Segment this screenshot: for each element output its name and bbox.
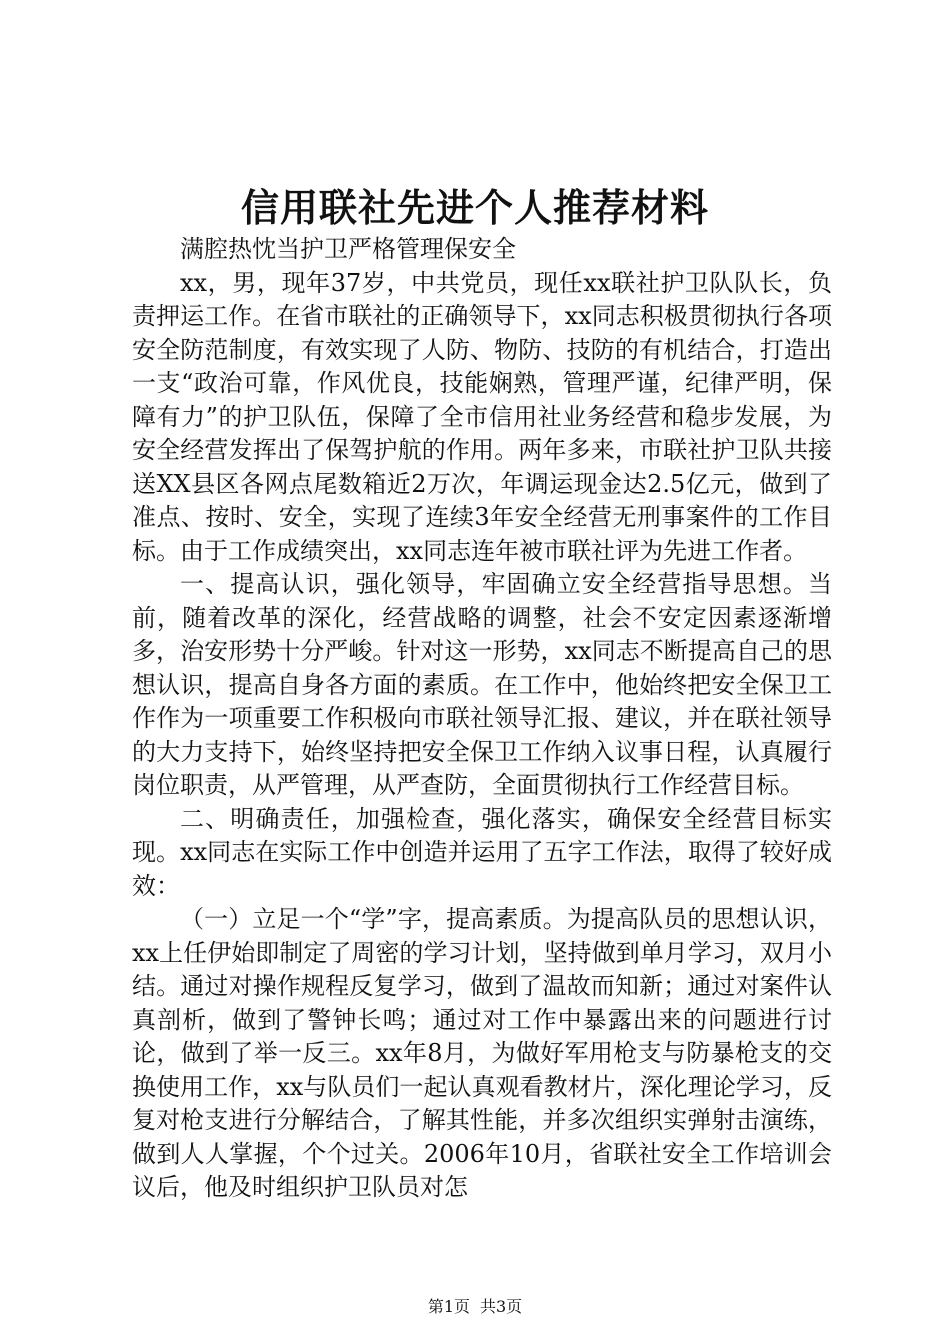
- page-number: 第1页: [427, 1297, 470, 1316]
- paragraph-section-two: 二、明确责任，加强检查，强化落实，确保安全经营目标实现。xx同志在实际工作中创造并运用了五字工作法，取得了较好成效：: [132, 804, 832, 900]
- document-body: [132, 233, 832, 1205]
- paragraph-subsection-one: （一）立足一个“学”字，提高素质。为提高队员的思想认识，xx上任伊始即制定了周密的学习计划，坚持做到单月学习，双月小结。通过对操作规程反复学习，做到了温故而知新；通过对案件认真剖析，做到了警钟长鸣；通过对工作中暴露出来的问题进行讨论，做到了举一反三。xx年8月，为做好军用枪支与防暴枪支的交换使用工作，xx与队员们一起认真观看教材片，深化理论学习，反复对枪支进行分解结合，了解其性能，并多次组织实弹射击演练，做到人人掌握，个个过关。2006年10月，省联社安全工作培训会议后，他及时组织护卫队员对怎: [132, 905, 832, 1201]
- paragraph-intro: xx，男，现年37岁，中共党员，现任xx联社护卫队队长，负责押运工作。在省市联社的正确领导下，xx同志积极贯彻执行各项安全防范制度，有效实现了人防、物防、技防的有机结合，打造出一支“政治可靠，作风优良，技能娴熟，管理严谨，纪律严明，保障有力”的护卫队伍，保障了全市信用社业务经营和稳步发展，为安全经营发挥出了保驾护航的作用。两年多来，市联社护卫队共接送XX县区各网点尾数箱近2万次，年调运现金达2.5亿元，做到了准点、按时、安全，实现了连续3年安全经营无刑事案件的工作目标。由于工作成绩突出，xx同志连年被市联社评为先进工作者。: [132, 268, 832, 565]
- page-total: 共3页: [480, 1297, 523, 1316]
- document-subtitle: 满腔热忱当护卫严格管理保安全: [180, 235, 516, 263]
- page-footer: [0, 1296, 950, 1318]
- paragraph-section-one: 一、提高认识，强化领导，牢固确立安全经营指导思想。当前，随着改革的深化，经营战略的调整，社会不安定因素逐渐增多，治安形势十分严峻。针对这一形势，xx同志不断提高自己的思想认识，提高自身各方面的素质。在工作中，他始终把安全保卫工作作为一项重要工作积极向市联社领导汇报、建议，并在联社领导的大力支持下，始终坚持把安全保卫工作纳入议事日程，认真履行岗位职责，从严管理，从严查防，全面贯彻执行工作经营目标。: [132, 570, 832, 799]
- document-title: 信用联社先进个人推荐材料: [240, 185, 709, 230]
